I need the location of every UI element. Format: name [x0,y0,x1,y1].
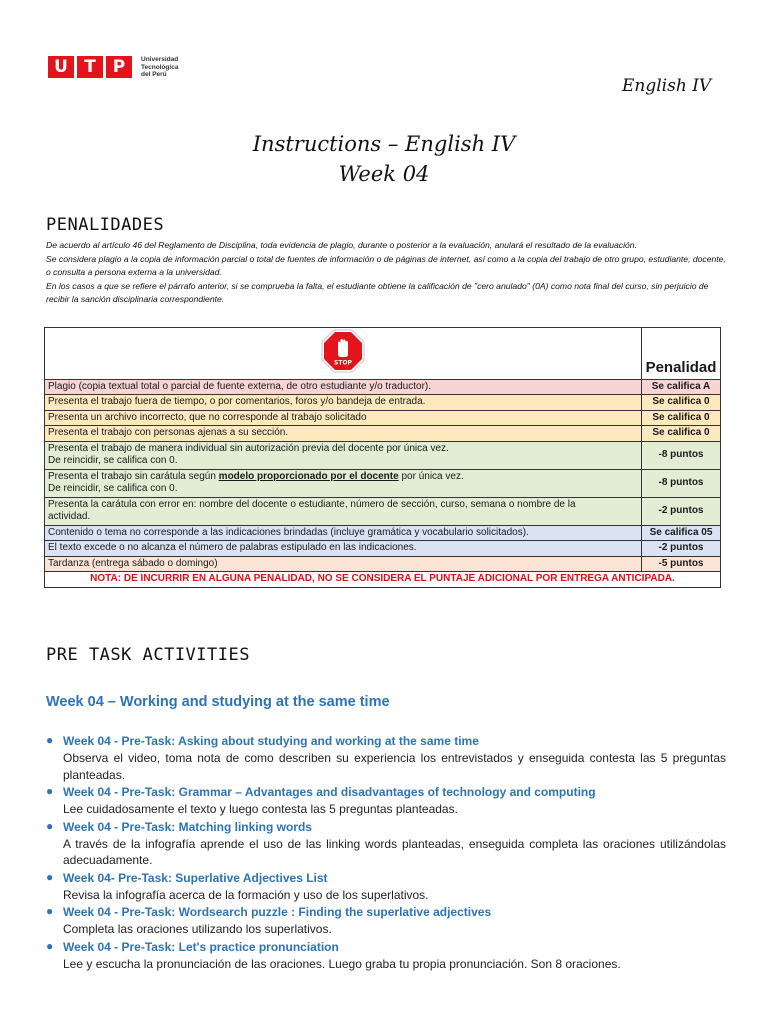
penalty-description: Tardanza (entrega sábado o domingo) [45,556,642,572]
logo-university-name: Universidad Tecnológica del Perú [141,56,179,78]
penalty-value: -8 puntos [642,441,721,469]
penalty-description: Presenta el trabajo sin carátula según modelo proporcionado por el docente por única vez. De reincidir, se califica con 0. [45,469,642,497]
activity-description: Revisa la infografía acerca de la formación y uso de los superlativos. [63,887,429,902]
activity-link[interactable]: Week 04 - Pre-Task: Let's practice pronunciation [63,939,339,954]
penalty-value: -2 puntos [642,541,721,557]
penalties-heading: PENALIDADES [46,215,165,235]
activity-link[interactable]: Week 04 - Pre-Task: Asking about studying and working at the same time [63,734,479,748]
activity-description: Completa las oraciones utilizando los superlativos. [63,922,332,936]
activity-description: Observa el video, toma nota de como describen su experiencia los entrevistados y enseguida contesta las 5 preguntas planteadas. [63,751,726,782]
penalties-paragraph: Se considera plagio a la copia de información parcial o total de fuentes de información o de páginas de internet, así como a la copia del trabajo de otro grupo, estudiante, docente, o consulta a persona externa a la universidad. [46,253,726,277]
penalty-value: Se califica 0 [642,426,721,442]
list-item [46,904,726,938]
stop-sign-cell [45,328,642,380]
table-row [45,556,721,572]
bullet-icon: ● [46,904,54,918]
utp-logo [48,56,178,79]
activity-link[interactable]: Week 04 - Pre-Task: Grammar – Advantages and disadvantages of technology and computing [63,785,596,799]
stop-sign-icon [321,329,365,373]
penalty-value: -8 puntos [642,469,721,497]
course-label: English IV [622,76,712,96]
logo-letter-p: P [106,56,132,78]
penalty-value: -5 puntos [642,556,721,572]
penalty-value: -2 puntos [642,497,721,525]
table-row [45,541,721,557]
penalties-text [46,239,726,307]
penalty-description: Presenta la carátula con error en: nombre del docente o estudiante, número de sección, curso, semana o nombre de la actividad. [45,497,642,525]
activity-link[interactable]: Week 04 - Pre-Task: Matching linking words [63,819,312,834]
penalty-description: Presenta el trabajo con personas ajenas a su sección. [45,426,642,442]
penalties-paragraph: De acuerdo al artículo 46 del Reglamento de Disciplina, toda evidencia de plagio, durante o posterior a la evaluación, anulará el resultado de la evaluación. [46,240,637,250]
list-item [46,733,726,783]
table-row [45,426,721,442]
list-item [46,939,726,973]
list-item [46,870,726,904]
table-row [45,379,721,395]
logo-letter-t: T [77,56,103,78]
activity-list [46,733,726,973]
activity-description: Lee y escucha la pronunciación de las oraciones. Luego graba tu propia pronunciación. Son 8 oraciones. [63,956,621,971]
activity-link[interactable]: Week 04 - Pre-Task: Wordsearch puzzle : Finding the superlative adjectives [63,905,492,919]
penalty-value: Se califica 0 [642,395,721,411]
table-row [45,469,721,497]
penalty-description: Presenta el trabajo fuera de tiempo, o por comentarios, foros y/o bandeja de entrada. [45,395,642,411]
penalty-note: NOTA: DE INCURRIR EN ALGUNA PENALIDAD, NO SE CONSIDERA EL PUNTAJE ADICIONAL POR ENTREGA ANTICIPADA. [45,572,721,588]
list-item [46,784,726,818]
penalty-description: Plagio (copia textual total o parcial de fuente externa, de otro estudiante y/o traductor). [45,379,642,395]
stop-sign-text: STOP [334,359,352,367]
penalty-column-header: Penalidad [642,328,721,380]
penalty-description: Presenta el trabajo de manera individual sin autorización previa del docente por única vez. De reincidir, se califica con 0. [45,441,642,469]
cover-model-link-text: modelo proporcionado por el docente [218,470,399,482]
penalties-table [44,327,721,588]
table-row [45,395,721,411]
logo-letter-u: U [48,56,74,78]
bullet-icon: ● [46,784,54,798]
penalties-paragraph: En los casos a que se refiere el párrafo anterior, si se comprueba la falta, el estudiante obtiene la calificación de "cero anulado" (0A) como nota final del curso, sin perjuicio de recibir la sanción disciplinaria correspondiente. [46,280,709,304]
penalty-description: El texto excede o no alcanza el número de palabras estipulado en las indicaciones. [45,541,642,557]
document-title: Instructions – English IV [252,132,516,156]
penalties-table-header [45,328,721,380]
table-row [45,441,721,469]
penalty-value: Se califica 05 [642,525,721,541]
penalty-description: Presenta un archivo incorrecto, que no corresponde al trabajo solicitado [45,410,642,426]
bullet-icon: ● [46,733,54,747]
penalty-value: Se califica 0 [642,410,721,426]
bullet-icon: ● [46,869,54,884]
table-row [45,525,721,541]
activity-description: Lee cuidadosamente el texto y luego contesta las 5 preguntas planteadas. [63,802,458,816]
table-row [45,410,721,426]
pretask-heading: PRE TASK ACTIVITIES [46,645,250,665]
penalty-value: Se califica A [642,379,721,395]
week-heading: Week 04 – Working and studying at the same time [46,694,390,710]
penalty-note-row [45,572,721,588]
penalty-description: Contenido o tema no corresponde a las indicaciones brindadas (incluye gramática y vocabulario solicitados). [45,525,642,541]
bullet-icon: ● [46,938,54,953]
activity-description: A través de la infografía aprende el uso de las linking words planteadas, enseguida completa las oraciones utilizándolas adecuadamente. [63,836,726,867]
list-item [46,819,726,869]
bullet-icon: ● [46,818,54,833]
document-subtitle: Week 04 [338,162,430,186]
table-row [45,497,721,525]
activity-link[interactable]: Week 04- Pre-Task: Superlative Adjectives List [63,870,328,885]
